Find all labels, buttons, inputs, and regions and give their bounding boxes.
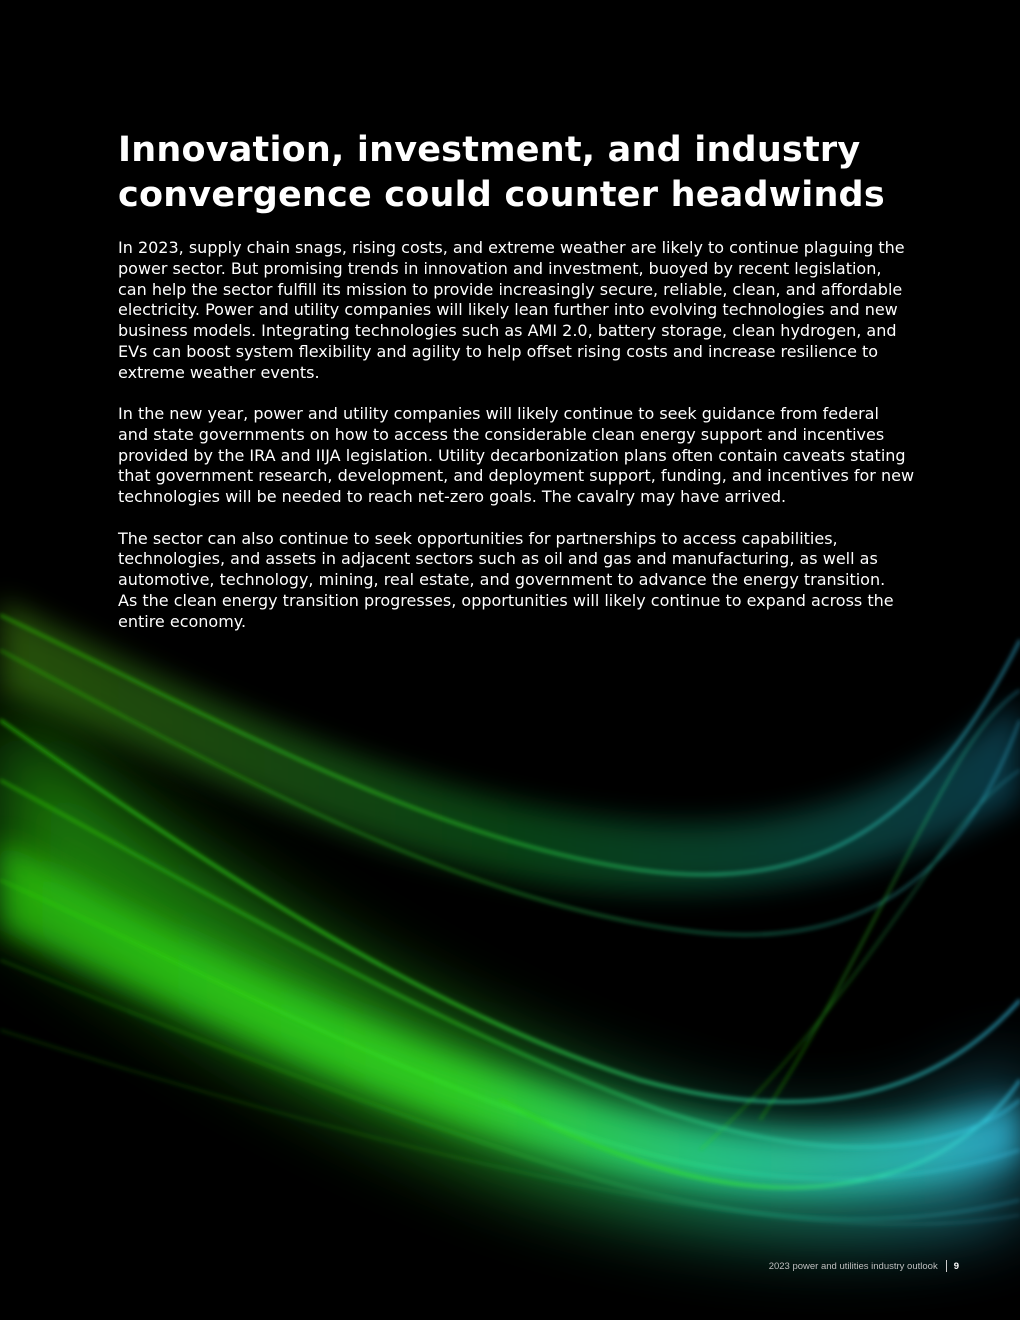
footer-divider — [946, 1260, 947, 1272]
main-content — [118, 128, 918, 653]
publication-title: 2023 power and utilities industry outlook — [768, 1260, 938, 1272]
body-paragraph-3: The sector can also continue to seek opportunities for partnerships to access capabilities, technologies, and assets in adjacent sectors such as oil and gas and manufacturing, as well as automotive, technology, mining, real estate, and government to advance the energy transition. As the clean energy transition progresses, opportunities will likely continue to expand across the entire economy. — [118, 528, 894, 631]
page-title: Innovation, investment, and industry convergence could counter headwinds — [118, 130, 885, 215]
page-footer — [769, 1259, 959, 1273]
body-paragraph-2: In the new year, power and utility companies will likely continue to seek guidance from federal and state governments on how to access the considerable clean energy support and incentives provided by the IRA and IIJA legislation. Utility decarbonization plans often contain caveats stating that government research, development, and deployment support, funding, and incentives for new technologies will be needed to reach net-zero goals. The cavalry may have arrived. — [118, 404, 915, 507]
page-number: 9 — [953, 1260, 959, 1272]
body-paragraph-1: In 2023, supply chain snags, rising costs, and extreme weather are likely to continue plaguing the power sector. But promising trends in innovation and investment, buoyed by recent legislation, can help the sector fulfill its mission to provide increasingly secure, reliable, clean, and affordable electricity. Power and utility companies will likely lean further into evolving technologies and new business models. Integrating technologies such as AMI 2.0, battery storage, clean hydrogen, and EVs can boost system flexibility and agility to help offset rising costs and increase resilience to extreme weather events. — [118, 238, 905, 382]
